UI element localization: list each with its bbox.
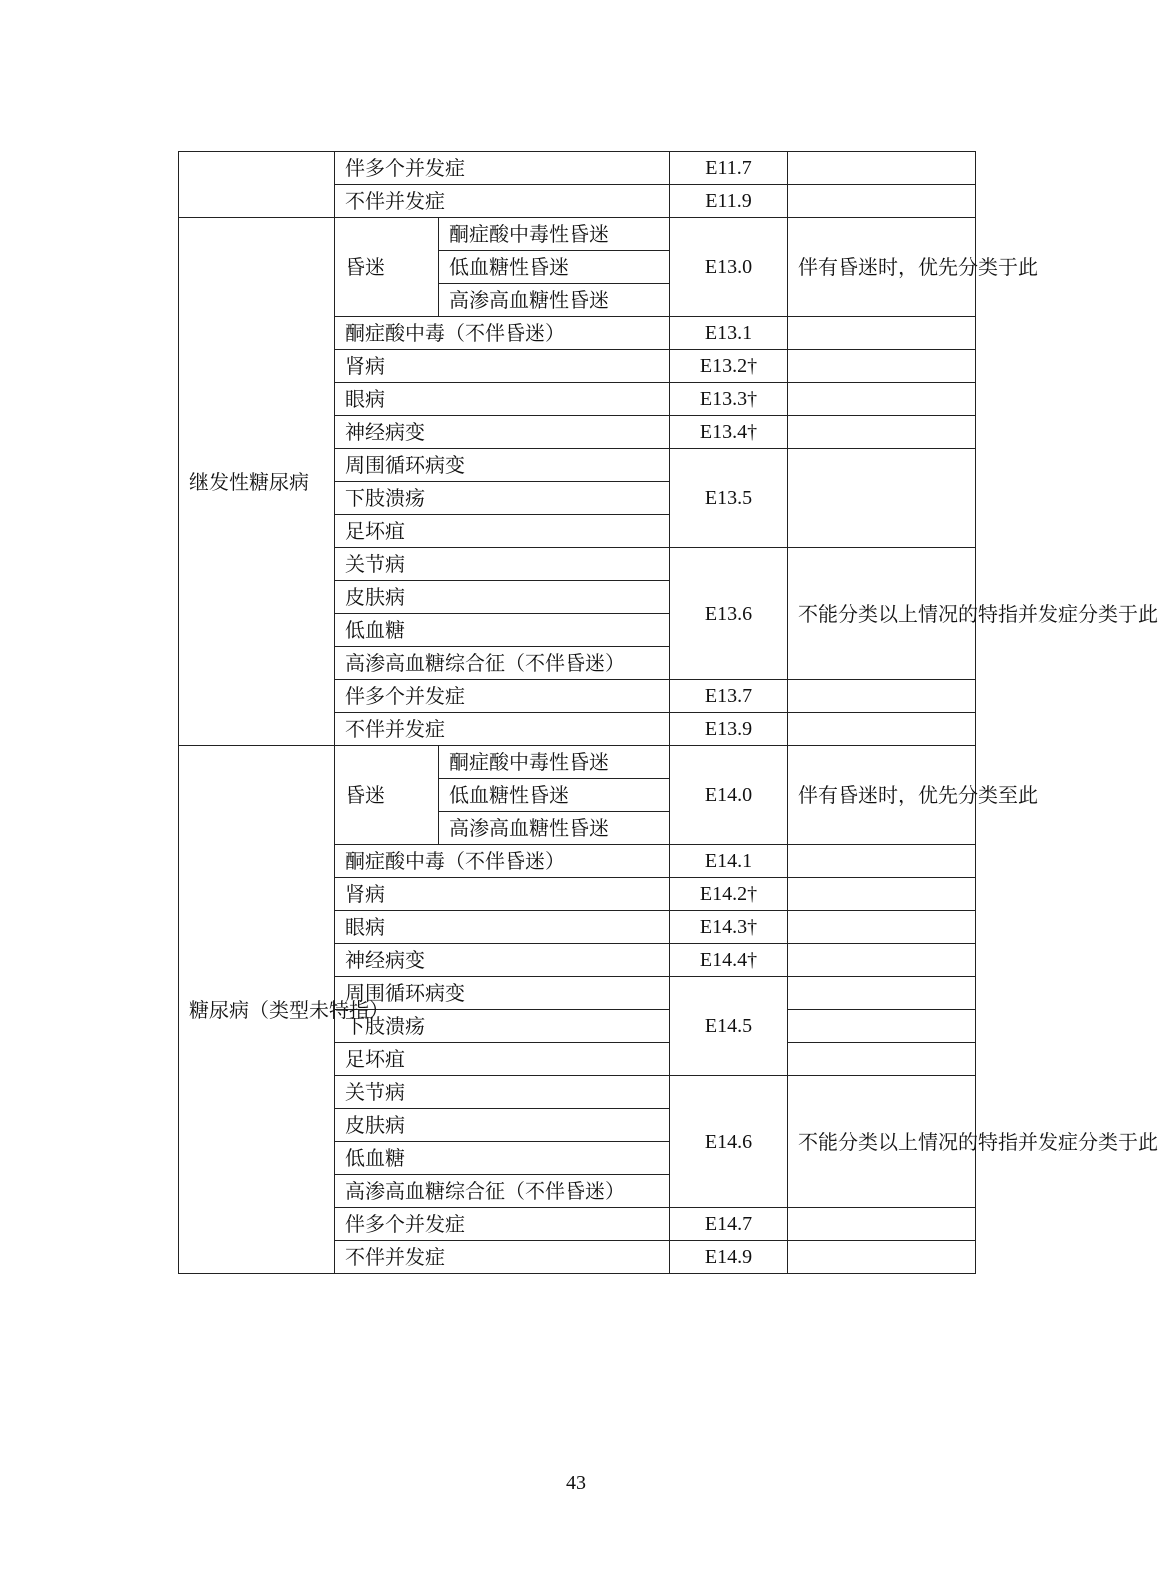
diabetes-code-table bbox=[178, 151, 1158, 1274]
category-cell: 糖尿病（类型未特指） bbox=[179, 746, 335, 1274]
item-cell: 酮症酸中毒（不伴昏迷） bbox=[335, 317, 670, 350]
code-cell: E14.6 bbox=[670, 1076, 788, 1208]
note-cell bbox=[788, 713, 976, 746]
category-cell-empty bbox=[179, 152, 335, 218]
item-cell: 肾病 bbox=[335, 350, 670, 383]
item-cell: 神经病变 bbox=[335, 944, 670, 977]
item-cell: 足坏疽 bbox=[335, 1043, 670, 1076]
code-cell: E11.7 bbox=[670, 152, 788, 185]
table-row bbox=[179, 218, 976, 251]
item-cell: 伴多个并发症 bbox=[335, 680, 670, 713]
code-cell: E13.4† bbox=[670, 416, 788, 449]
item-cell: 关节病 bbox=[335, 1076, 670, 1109]
coma-sub-cell: 酮症酸中毒性昏迷 bbox=[439, 218, 670, 251]
coma-label-cell: 昏迷 bbox=[335, 218, 439, 317]
note-cell bbox=[788, 350, 976, 383]
item-cell: 肾病 bbox=[335, 878, 670, 911]
coma-label-cell: 昏迷 bbox=[335, 746, 439, 845]
item-cell: 高渗高血糖综合征（不伴昏迷） bbox=[335, 1175, 670, 1208]
code-cell: E14.3† bbox=[670, 911, 788, 944]
item-cell: 不伴并发症 bbox=[335, 713, 670, 746]
code-cell: E13.2† bbox=[670, 350, 788, 383]
note-cell bbox=[788, 944, 976, 977]
note-cell bbox=[788, 449, 976, 548]
page-number: 43 bbox=[566, 1472, 586, 1494]
item-cell: 关节病 bbox=[335, 548, 670, 581]
code-cell: E14.1 bbox=[670, 845, 788, 878]
note-cell bbox=[788, 1241, 976, 1274]
coma-sub-cell: 低血糖性昏迷 bbox=[439, 779, 670, 812]
code-cell: E14.0 bbox=[670, 746, 788, 845]
note-cell bbox=[788, 911, 976, 944]
item-cell: 不伴并发症 bbox=[335, 1241, 670, 1274]
coma-sub-cell: 高渗高血糖性昏迷 bbox=[439, 284, 670, 317]
code-cell: E13.1 bbox=[670, 317, 788, 350]
category-cell: 继发性糖尿病 bbox=[179, 218, 335, 746]
item-cell: 足坏疽 bbox=[335, 515, 670, 548]
code-cell: E13.6 bbox=[670, 548, 788, 680]
note-cell bbox=[788, 680, 976, 713]
item-cell: 伴多个并发症 bbox=[335, 1208, 670, 1241]
coma-sub-cell: 酮症酸中毒性昏迷 bbox=[439, 746, 670, 779]
note-cell bbox=[788, 878, 976, 911]
code-cell: E13.5 bbox=[670, 449, 788, 548]
item-cell: 周围循环病变 bbox=[335, 977, 670, 1010]
item-cell: 周围循环病变 bbox=[335, 449, 670, 482]
item-cell: 皮肤病 bbox=[335, 581, 670, 614]
code-cell: E14.5 bbox=[670, 977, 788, 1076]
item-cell: 低血糖 bbox=[335, 614, 670, 647]
item-cell: 低血糖 bbox=[335, 1142, 670, 1175]
item-cell: 皮肤病 bbox=[335, 1109, 670, 1142]
code-cell: E14.7 bbox=[670, 1208, 788, 1241]
note-cell bbox=[788, 185, 976, 218]
code-cell: E13.3† bbox=[670, 383, 788, 416]
code-cell: E14.4† bbox=[670, 944, 788, 977]
item-cell: 下肢溃疡 bbox=[335, 1010, 670, 1043]
item-cell: 酮症酸中毒（不伴昏迷） bbox=[335, 845, 670, 878]
note-cell bbox=[788, 845, 976, 878]
note-cell bbox=[788, 152, 976, 185]
note-cell: 伴有昏迷时，优先分类至此 bbox=[788, 746, 976, 845]
table-row bbox=[179, 152, 976, 185]
note-cell: 伴有昏迷时，优先分类于此 bbox=[788, 218, 976, 317]
note-cell bbox=[788, 977, 976, 1010]
note-cell bbox=[788, 416, 976, 449]
coma-sub-cell: 高渗高血糖性昏迷 bbox=[439, 812, 670, 845]
code-cell: E11.9 bbox=[670, 185, 788, 218]
note-cell bbox=[788, 1043, 976, 1076]
note-cell bbox=[788, 383, 976, 416]
code-cell: E14.2† bbox=[670, 878, 788, 911]
coma-sub-cell: 低血糖性昏迷 bbox=[439, 251, 670, 284]
code-cell: E13.7 bbox=[670, 680, 788, 713]
item-cell: 眼病 bbox=[335, 383, 670, 416]
note-cell bbox=[788, 1208, 976, 1241]
item-cell: 下肢溃疡 bbox=[335, 482, 670, 515]
item-cell: 高渗高血糖综合征（不伴昏迷） bbox=[335, 647, 670, 680]
note-cell: 不能分类以上情况的特指并发症分类于此 bbox=[788, 1076, 976, 1208]
note-cell bbox=[788, 1010, 976, 1043]
item-cell: 不伴并发症 bbox=[335, 185, 670, 218]
note-cell: 不能分类以上情况的特指并发症分类于此 bbox=[788, 548, 976, 680]
code-cell: E14.9 bbox=[670, 1241, 788, 1274]
code-cell: E13.9 bbox=[670, 713, 788, 746]
item-cell: 伴多个并发症 bbox=[335, 152, 670, 185]
table-row bbox=[179, 746, 976, 779]
item-cell: 眼病 bbox=[335, 911, 670, 944]
note-cell bbox=[788, 317, 976, 350]
code-cell: E13.0 bbox=[670, 218, 788, 317]
item-cell: 神经病变 bbox=[335, 416, 670, 449]
